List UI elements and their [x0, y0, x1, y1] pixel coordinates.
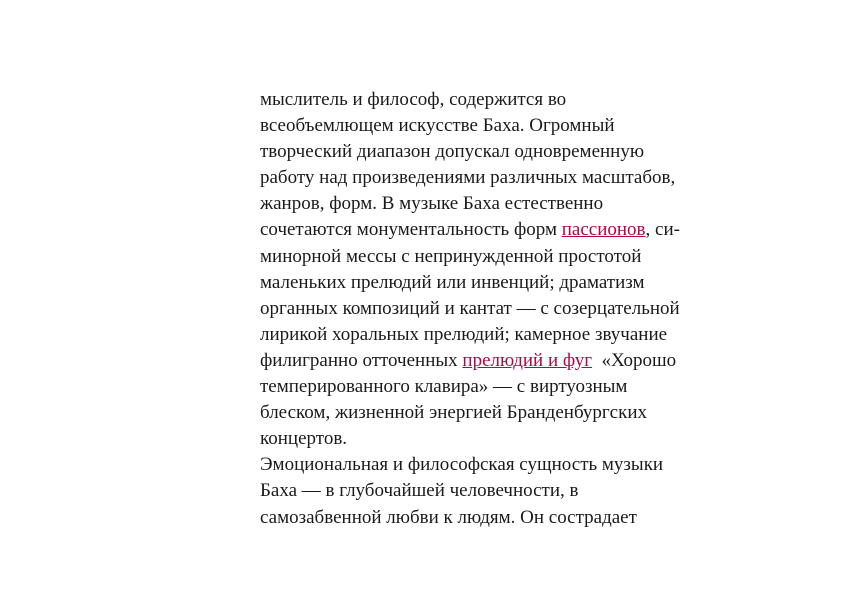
- preludes-and-fugues-link[interactable]: прелюдий и фуг: [462, 349, 593, 371]
- text-line: блеском, жизненной энергией Бранденбургских: [260, 402, 648, 424]
- text-line: самозабвенной любви к людям. Он сострадает: [260, 506, 637, 528]
- text-line: мыслитель и философ, содержится во: [260, 89, 567, 110]
- text-segment: , си-: [645, 219, 680, 241]
- text-line: всеобъемлющем искусстве Баха. Огромный: [260, 115, 615, 137]
- text-line: Баха — в глубочайшей человечности, в: [260, 480, 579, 502]
- text-segment: «Хорошо: [592, 349, 677, 371]
- text-line: работу над произведениями различных масштабов,: [260, 167, 676, 189]
- text-segment: сочетаются монументальность форм: [260, 219, 562, 241]
- text-line: концертов.: [260, 428, 348, 450]
- passions-link[interactable]: пассионов: [561, 219, 646, 241]
- text-line: Эмоциональная и философская сущность музыки: [260, 454, 664, 476]
- text-line: органных композиций и кантат — с созерцательной: [260, 297, 680, 319]
- text-line-with-link: [260, 348, 780, 374]
- text-line: минорной мессы с непринужденной простотой: [260, 245, 642, 267]
- text-line-with-link: [260, 217, 780, 243]
- text-line: жанров, форм. В музыке Баха естественно: [260, 193, 604, 215]
- text-segment: филигранно отточенных: [260, 349, 463, 371]
- text-line: темперированного клавира» — с виртуозным: [260, 376, 628, 398]
- text-line: маленьких прелюдий или инвенций; драматизм: [260, 271, 645, 293]
- text-line: лирикой хоральных прелюдий; камерное звучание: [260, 323, 668, 345]
- body-text: [260, 87, 780, 531]
- text-line: творческий диапазон допускал одновременную: [260, 141, 645, 163]
